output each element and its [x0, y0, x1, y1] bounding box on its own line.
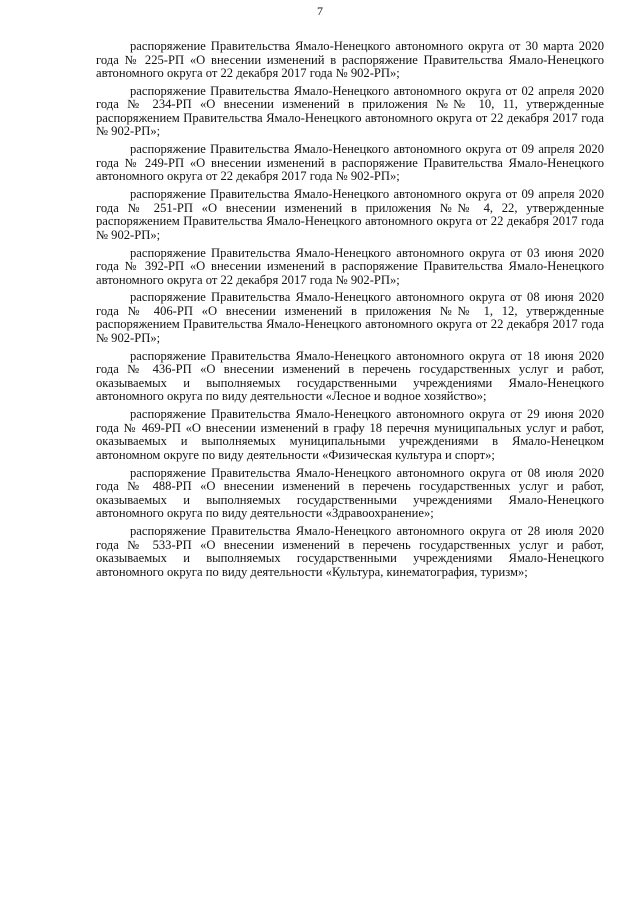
list-item: распоряжение Правительства Ямало-Ненецкого автономного округа от 18 июня 2020 года № 436-РП «О внесении изменений в перечень государственных услуг и работ, оказываемых и выполняемых государственными учреждениями Ямало-Ненецкого автономного округа по виду деятельности «Лесное и водное хозяйство»;: [96, 348, 604, 404]
list-item: распоряжение Правительства Ямало-Ненецкого автономного округа от 08 июня 2020 года № 406-РП «О внесении изменений в приложения №№ 1, 12, утвержденные распоряжением Правительства Ямало-Ненецкого автономного округа от 22 декабря 2017 года № 902-РП»;: [96, 290, 604, 345]
document-body: [96, 40, 604, 583]
list-item: распоряжение Правительства Ямало-Ненецкого автономного округа от 29 июня 2020 года № 469-РП «О внесении изменений в графу 18 перечня муниципальных услуг и работ, оказываемых и выполняемых муниципальными учреждениями в Ямало-Ненецком автономном округе по виду деятельности «Физическая культура и спорт»;: [96, 407, 604, 462]
list-item: распоряжение Правительства Ямало-Ненецкого автономного округа от 09 апреля 2020 года № 249-РП «О внесении изменений в распоряжение Правительства Ямало-Ненецкого автономного округа от 22 декабря 2017 года № 902-РП»;: [96, 142, 604, 184]
page-number: 7: [317, 4, 323, 18]
list-item: распоряжение Правительства Ямало-Ненецкого автономного округа от 09 апреля 2020 года № 251-РП «О внесении изменений в приложения №№ 4, 22, утвержденные распоряжением Правительства Ямало-Ненецкого автономного округа от 22 декабря 2017 года № 902-РП»;: [96, 187, 604, 242]
list-item: распоряжение Правительства Ямало-Ненецкого автономного округа от 08 июля 2020 года № 488-РП «О внесении изменений в перечень государственных услуг и работ, оказываемых и выполняемых государственными учреждениями Ямало-Ненецкого автономного округа по виду деятельности «Здравоохранение»;: [96, 465, 604, 521]
list-item: распоряжение Правительства Ямало-Ненецкого автономного округа от 28 июля 2020 года № 533-РП «О внесении изменений в перечень государственных услуг и работ, оказываемых и выполняемых государственными учреждениями Ямало-Ненецкого автономного округа по виду деятельности «Культура, кинематография, туризм»;: [96, 524, 604, 579]
list-item: распоряжение Правительства Ямало-Ненецкого автономного округа от 03 июня 2020 года № 392-РП «О внесении изменений в распоряжение Правительства Ямало-Ненецкого автономного округа от 22 декабря 2017 года № 902-РП»;: [96, 245, 604, 287]
list-item: распоряжение Правительства Ямало-Ненецкого автономного округа от 30 марта 2020 года № 225-РП «О внесении изменений в распоряжение Правительства Ямало-Ненецкого автономного округа от 22 декабря 2017 года № 902-РП»;: [96, 39, 604, 80]
list-item: распоряжение Правительства Ямало-Ненецкого автономного округа от 02 апреля 2020 года № 234-РП «О внесении изменений в приложения №№ 10, 11, утвержденные распоряжением Правительства Ямало-Ненецкого автономного округа от 22 декабря 2017 года № 902-РП»;: [96, 83, 604, 139]
